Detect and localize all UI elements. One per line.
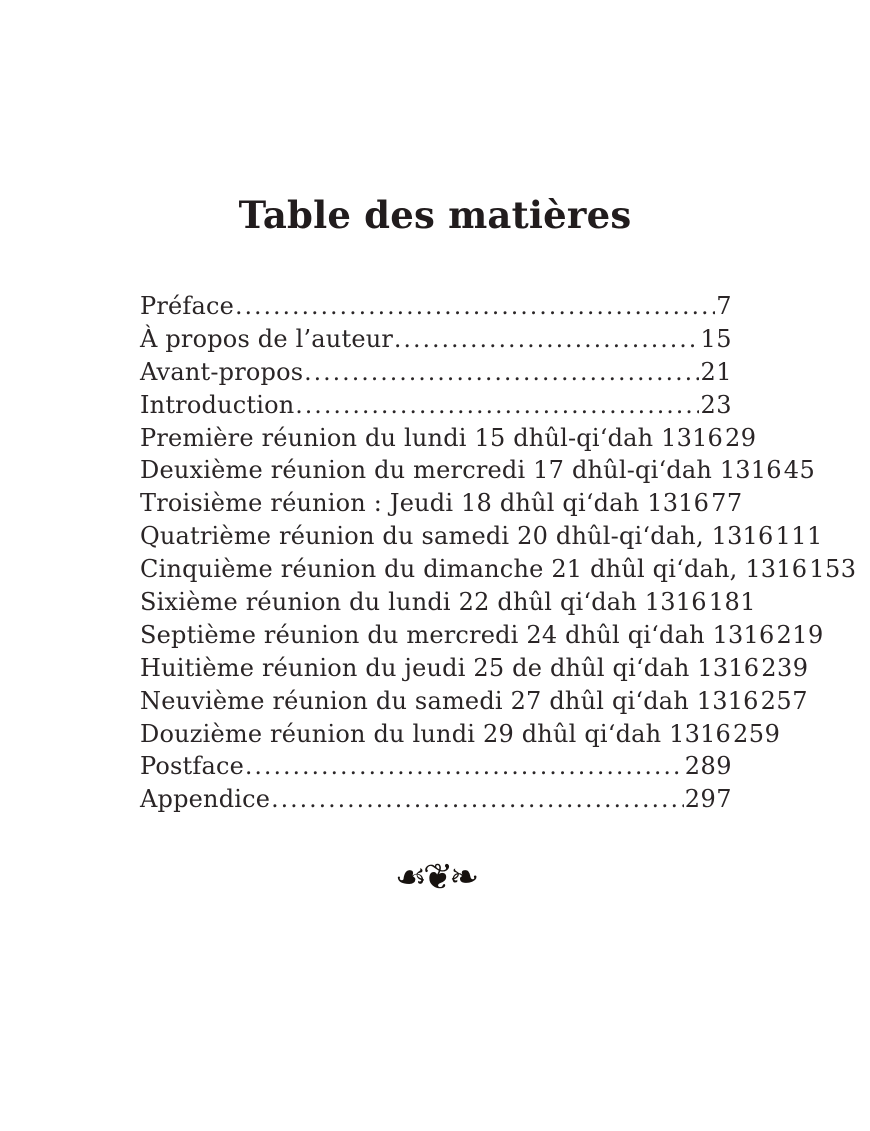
toc-entry-label: Neuvième réunion du samedi 27 dhûl qiʻdah 1316 [140, 686, 759, 715]
toc-entry-page: 23 [700, 390, 732, 419]
dot-leader [394, 324, 699, 357]
toc-entry [140, 553, 857, 586]
toc-entry [140, 422, 757, 455]
toc-entry-label: Quatrième réunion du samedi 20 dhûl-qiʻdah, 1316 [140, 522, 774, 551]
toc-entry-page: 181 [708, 588, 756, 617]
dot-leader [245, 751, 684, 784]
toc-entry-label: Appendice [140, 785, 271, 814]
toc-entry [140, 389, 732, 422]
toc-entry-label: Septième réunion du mercredi 24 dhûl qiʻdah 1316 [140, 620, 775, 649]
toc-entry-label: Première réunion du lundi 15 dhûl-qiʻdah 1316 [140, 423, 724, 452]
toc-entry [140, 290, 732, 323]
dot-leader [235, 291, 715, 324]
table-of-contents [140, 290, 857, 816]
toc-entry-page: 15 [700, 324, 732, 353]
dot-leader [295, 390, 699, 423]
toc-entry-label: Huitième réunion du jeudi 25 de dhûl qiʻdah 1316 [140, 653, 760, 682]
toc-entry-label: Cinquième réunion du dimanche 21 dhûl qiʻdah, 1316 [140, 555, 808, 584]
toc-entry-label: Introduction [140, 390, 295, 419]
toc-entry [140, 454, 816, 487]
toc-entry-page: 111 [775, 522, 823, 551]
toc-entry-page: 45 [783, 456, 816, 485]
toc-entry-label: Troisième réunion : Jeudi 18 dhûl qiʻdah 1316 [140, 489, 710, 518]
floral-ornament-icon: ☙❦❧ [394, 857, 476, 898]
toc-entry-label: Postface [140, 752, 245, 781]
toc-entry [140, 487, 743, 520]
page-title: Table des matières [238, 193, 632, 237]
toc-entry-label: À propos de l’auteur [140, 324, 394, 353]
toc-entry-page: 21 [700, 357, 732, 386]
toc-entry [140, 619, 824, 652]
toc-entry [140, 356, 732, 389]
toc-entry-label: Douzième réunion du lundi 29 dhûl qiʻdah 1316 [140, 719, 732, 748]
dot-leader [271, 784, 683, 817]
toc-entry-page: 289 [684, 752, 732, 781]
toc-entry-page: 219 [776, 620, 824, 649]
toc-entry [140, 685, 808, 718]
toc-entry [140, 783, 732, 816]
toc-entry [140, 652, 809, 685]
toc-entry-page: 7 [716, 292, 732, 320]
dot-leader [304, 357, 699, 390]
toc-entry-page: 239 [761, 653, 809, 682]
toc-entry-page: 257 [760, 686, 808, 715]
toc-entry [140, 586, 756, 619]
toc-entry [140, 718, 781, 751]
toc-entry-label: Sixième réunion du lundi 22 dhûl qiʻdah 1316 [140, 588, 707, 617]
toc-entry-label: Deuxième réunion du mercredi 17 dhûl-qiʻdah 1316 [140, 456, 782, 485]
toc-entry-label: Préface [140, 292, 235, 320]
toc-entry-label: Avant-propos [140, 357, 304, 386]
toc-entry-page: 77 [711, 489, 743, 518]
toc-entry-page: 259 [733, 719, 781, 748]
toc-entry [140, 520, 823, 553]
toc-entry-page: 153 [809, 555, 857, 584]
toc-entry [140, 750, 732, 783]
toc-entry-page: 297 [684, 785, 732, 814]
toc-entry [140, 323, 732, 356]
toc-entry-page: 29 [725, 423, 757, 452]
